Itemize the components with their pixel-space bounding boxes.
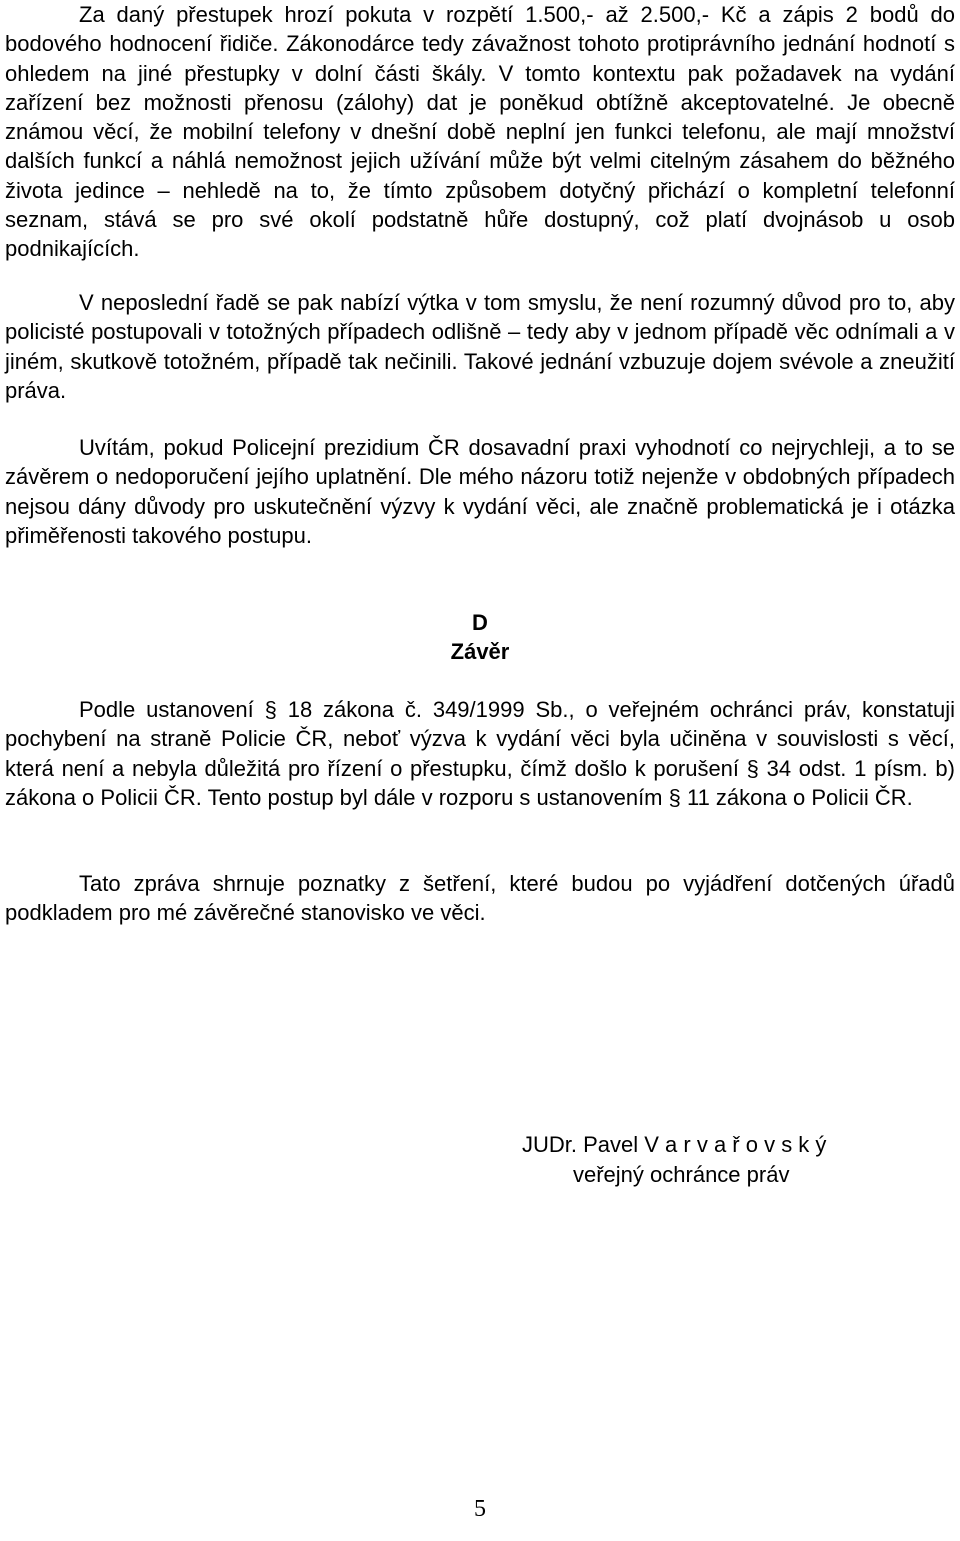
paragraph-arbitrariness: V neposlední řadě se pak nabízí výtka v tom smyslu, že není rozumný důvod pro to, aby policisté postupovali v totožných případech odlišně – tedy aby v jednom případě věc odnímali a v jiném, skutkově totožném, případě tak nečinili. Takové jednání vzbuzuje dojem svévole a zneužití práva.	[5, 290, 955, 403]
page-number: 5	[474, 1496, 486, 1522]
paragraph-summary: Tato zpráva shrnuje poznatky z šetření, které budou po vyjádření dotčených úřadů podkladem pro mé závěrečné stanovisko ve věci.	[5, 871, 955, 926]
document-page	[5, 0, 955, 1541]
paragraph-recommendation: Uvítám, pokud Policejní prezidium ČR dosavadní praxi vyhodnotí co nejrychleji, a to se závěrem o nedoporučení jejího uplatnění. Dle mého názoru totiž nejenže v obdobných případech nejsou dány důvody pro uskutečnění výzvy k vydání věci, ale značně problematická je i otázka přiměřenosti takového postupu.	[5, 435, 955, 548]
paragraph-conclusion: Podle ustanovení § 18 zákona č. 349/1999 Sb., o veřejném ochránci práv, konstatuji pochybení na straně Policie ČR, neboť výzva k vydání věci byla učiněna v souvislosti s věcí, která není a nebyla důležitá pro řízení o přestupku, čímž došlo k porušení § 34 odst. 1 písm. b) zákona o Policii ČR. Tento postup byl dále v rozporu s ustanovením § 11 zákona o Policii ČR.	[5, 697, 955, 810]
section-title: Závěr	[450, 639, 510, 664]
section-letter: D	[472, 610, 488, 635]
signature-title: veřejný ochránce práv	[573, 1162, 790, 1187]
signature-name: JUDr. Pavel V a r v a ř o v s k ý	[522, 1132, 827, 1157]
paragraph-fine-context: Za daný přestupek hrozí pokuta v rozpětí 1.500,- až 2.500,- Kč a zápis 2 bodů do bodového hodnocení řidiče. Zákonodárce tedy závažnost tohoto protiprávního jednání hodnotí s ohledem na jiné přestupky v dolní části škály. V tomto kontextu pak požadavek na vydání zařízení bez možnosti přenosu (zálohy) dat je poněkud obtížně akceptovatelné. Je obecně známou věcí, že mobilní telefony v dnešní době neplní jen funkci telefonu, ale mají množství dalších funkcí a náhlá nemožnost jejich užívání může být velmi citelným zásahem do běžného života jedince – nehledě na to, že tímto způsobem dotyčný přichází o kompletní telefonní seznam, stává se pro své okolí podstatně hůře dostupný, což platí dvojnásob u osob podnikajících.	[5, 2, 955, 262]
